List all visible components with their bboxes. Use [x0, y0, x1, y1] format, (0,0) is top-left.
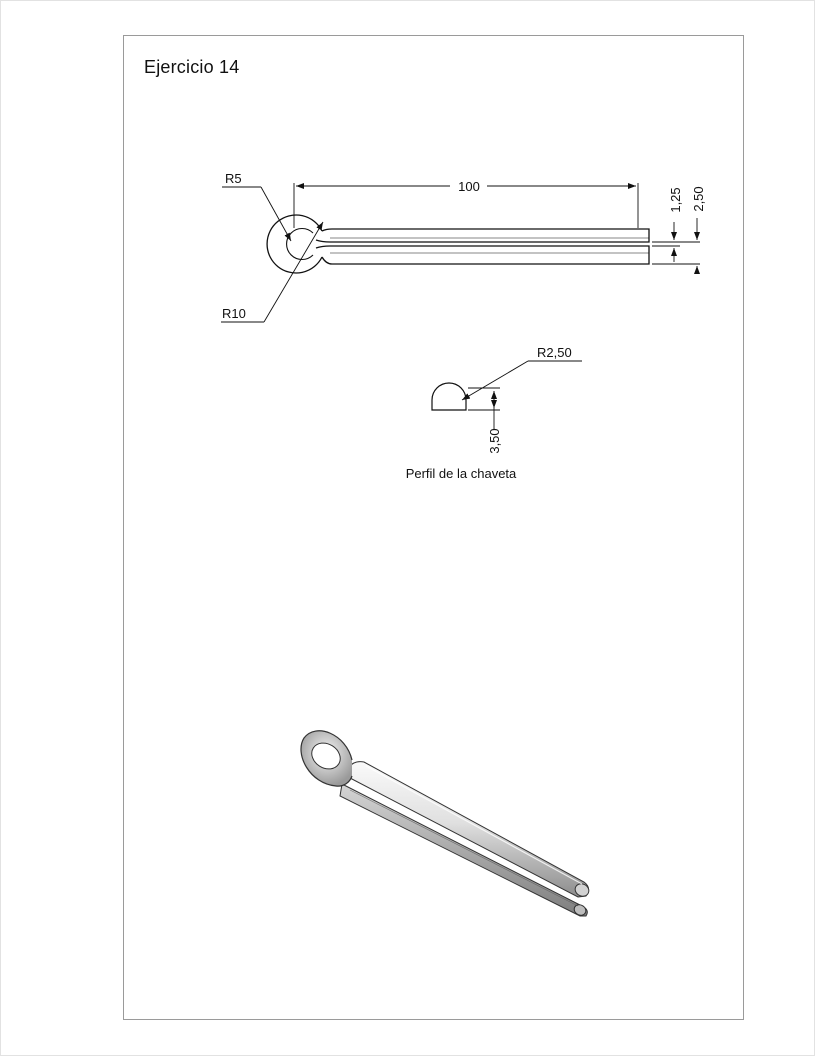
radius-small-leader [222, 187, 291, 241]
top-view [267, 215, 649, 273]
eye-outer-outline [267, 215, 322, 273]
eye-inner-outline [287, 229, 313, 260]
profile-view [432, 361, 582, 430]
iso-upper-leg [348, 762, 589, 897]
dimension-gap [652, 218, 700, 270]
dimension-thickness-label: 2,50 [691, 186, 706, 212]
isometric-cotter-pin [301, 731, 591, 917]
upper-leg-outline [316, 229, 649, 242]
radius-large-label: R10 [222, 306, 246, 321]
profile-caption: Perfil de la chaveta [405, 466, 517, 481]
lower-leg-outline [316, 246, 649, 264]
profile-radius-label: R2,50 [537, 345, 572, 360]
dimension-gap-label: 1,25 [668, 187, 683, 213]
profile-half-round [432, 383, 466, 410]
profile-height-label: 3,50 [487, 428, 502, 454]
radius-small-label: R5 [225, 171, 242, 186]
sheet-title: Ejercicio 14 [144, 57, 240, 77]
dimension-length-label: 100 [458, 179, 480, 194]
